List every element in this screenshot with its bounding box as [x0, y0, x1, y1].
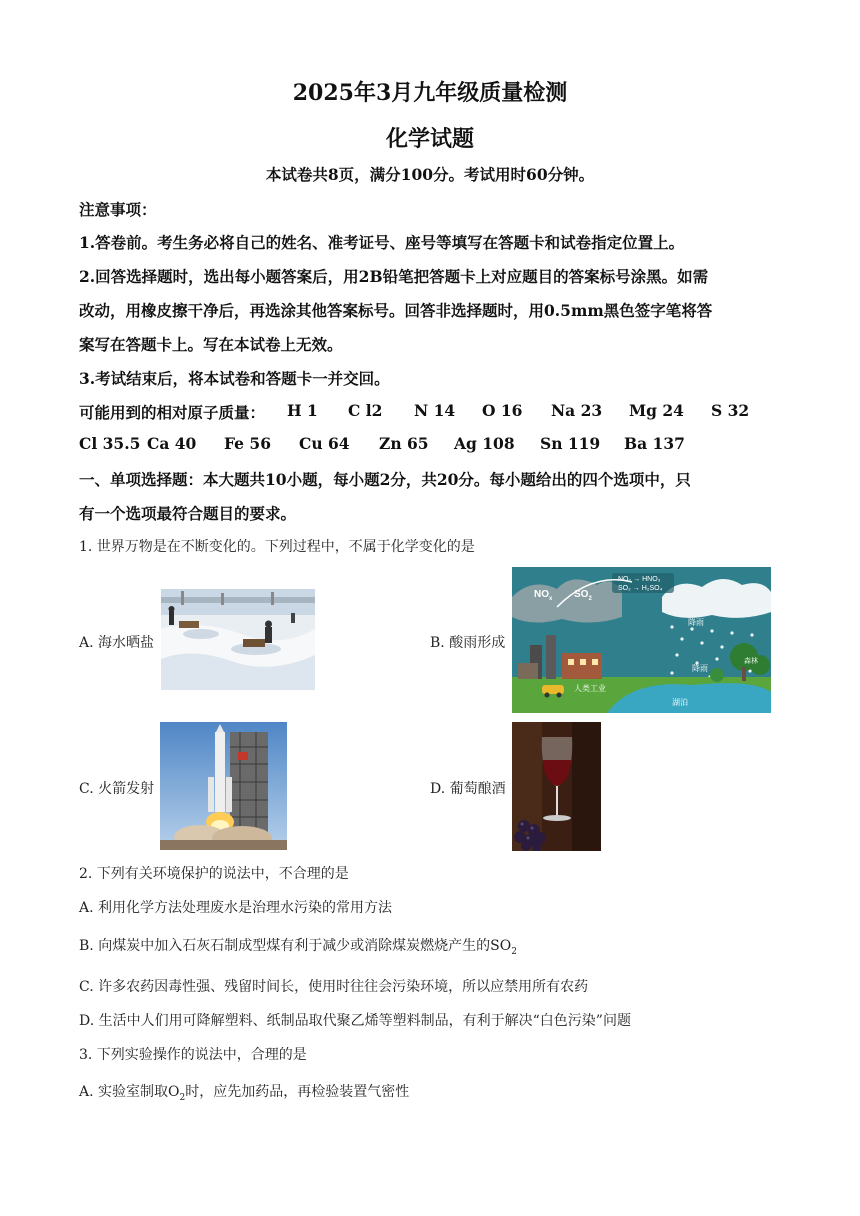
q2-option-b-text: B. 向煤炭中加入石灰石制成型煤有利于减少或消除煤炭燃烧产生的SO [79, 938, 512, 954]
mass-cu: Cu 64 [299, 434, 350, 453]
mass-ca: Ca 40 [147, 434, 197, 453]
rain-label-1: 降雨 [688, 618, 704, 627]
mass-zn: Zn 65 [379, 434, 429, 453]
section-1-line-1: 一、单项选择题：本大题共10小题，每小题2分，共20分。每小题给出的四个选项中，只 [79, 470, 691, 489]
mass-sn: Sn 119 [540, 434, 601, 453]
q1-stem: 1. 世界万物是在不断变化的。下列过程中，不属于化学变化的是 [79, 539, 475, 555]
acid-rain-diagram [512, 567, 771, 713]
industry-label: 人类工业 [574, 684, 606, 693]
q2-option-c: C. 许多农药因毒性强、残留时间长，使用时往往会污染环境，所以应禁用所有农药 [79, 979, 589, 995]
notes-item-1: 1.答卷前。考生务必将自己的姓名、准考证号、座号等填写在答题卡和试卷指定位置上。 [79, 233, 685, 252]
mass-mg: Mg 24 [629, 401, 684, 420]
q2-option-a: A. 利用化学方法处理废水是治理水污染的常用方法 [79, 900, 393, 916]
q2-option-b [79, 935, 517, 957]
acid-rain-eq-2: SO₂ → H₂SO₄ [618, 585, 663, 592]
q1-option-c: C. 火箭发射 [79, 781, 155, 797]
q1-option-b: B. 酸雨形成 [430, 635, 506, 651]
mass-n: N 14 [414, 401, 456, 420]
wine-image [512, 722, 601, 851]
mass-ag: Ag 108 [454, 434, 515, 453]
subject-title: 化学试题 [385, 126, 474, 152]
mass-s: S 32 [711, 401, 750, 420]
q3-option-a [79, 1081, 409, 1103]
notes-item-2-line-1: 2.回答选择题时，选出每小题答案后，用2B铅笔把答题卡上对应题目的答案标号涂黑。如需 [79, 267, 709, 286]
q3-option-a-subscript: 2 [179, 1092, 186, 1103]
nox-label: $NO_x$ [534, 589, 553, 602]
mass-fe: Fe 56 [224, 434, 271, 453]
mass-na: Na 23 [551, 401, 603, 420]
q1-option-a: A. 海水晒盐 [79, 635, 155, 651]
lake-label: 湖泊 [672, 698, 688, 707]
mass-o: O 16 [482, 401, 523, 420]
mass-cl: Cl 35.5 [79, 434, 141, 453]
q2-stem: 2. 下列有关环境保护的说法中，不合理的是 [79, 866, 349, 882]
rocket-launch-image [160, 722, 287, 850]
mass-c: C l2 [348, 401, 383, 420]
q3-option-a-text-2: 时，应先加药品，再检验装置气密性 [185, 1084, 410, 1100]
atomic-mass-label: 可能用到的相对原子质量： [79, 403, 266, 422]
q3-option-a-text-1: A. 实验室制取O [79, 1084, 180, 1100]
rain-label-2: 降雨 [692, 664, 708, 673]
q1-option-d: D. 葡萄酿酒 [430, 781, 506, 797]
notes-item-3: 3.考试结束后，将本试卷和答题卡一并交回。 [79, 369, 390, 388]
notes-item-2-line-2: 改动，用橡皮擦干净后，再选涂其他答案标号。回答非选择题时，用0.5mm黑色签字笔将答 [79, 301, 713, 320]
exam-title: 2025年3月九年级质量检测 [292, 80, 568, 106]
notes-item-2-line-3: 案写在答题卡上。写在本试卷上无效。 [79, 335, 343, 354]
mass-h: H 1 [287, 401, 318, 420]
acid-rain-eq-1: NO₂ → HNO₃ [618, 576, 661, 583]
exam-info: 本试卷共8页，满分100分。考试用时60分钟。 [265, 165, 595, 184]
q2-option-d: D. 生活中人们用可降解塑料、纸制品取代聚乙烯等塑料制品，有利于解决“白色污染”问题 [79, 1013, 631, 1029]
section-1-line-2: 有一个选项最符合题目的要求。 [79, 504, 297, 523]
q2-option-b-subscript: 2 [511, 946, 517, 957]
mass-ba: Ba 137 [624, 434, 685, 453]
so2-label: $SO_2$ [574, 589, 592, 602]
forest-label: 森林 [744, 658, 758, 665]
q3-stem: 3. 下列实验操作的说法中，合理的是 [79, 1047, 307, 1063]
sea-salt-drying-image [161, 589, 315, 690]
notes-heading: 注意事项： [79, 200, 157, 219]
